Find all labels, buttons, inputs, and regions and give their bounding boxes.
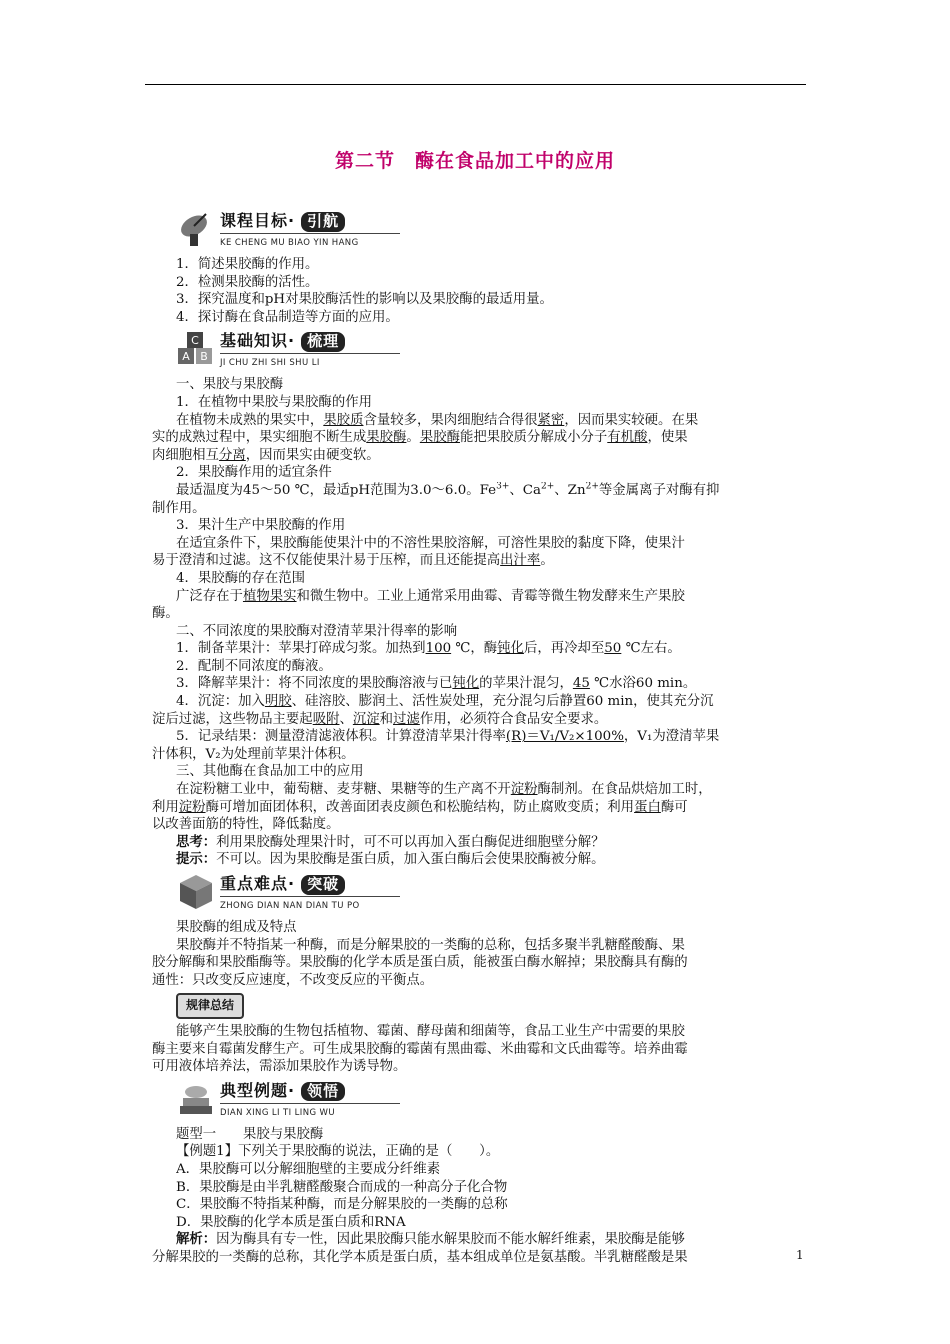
section-heading: 三、其他酶在食品加工中的应用 <box>176 764 364 780</box>
paragraph-line: 3．降解苹果汁：将不同浓度的果胶酶溶液与已钝化的苹果汁混匀，45 ℃水浴60 min。 <box>176 676 697 692</box>
header-rule <box>145 84 806 85</box>
example-question: 【例题1】下列关于果胶酶的说法，正确的是（ ）。 <box>176 1144 500 1160</box>
option-c: C．果胶酶不特指某种酶，而是分解果胶的一类酶的总称 <box>176 1197 508 1213</box>
example-type: 题型一 果胶与果胶酶 <box>176 1126 324 1142</box>
paragraph-line: 可用液体培养法，需添加果胶作为诱导物。 <box>152 1059 407 1075</box>
section-heading: 二、不同浓度的果胶酶对澄清苹果汁得率的影响 <box>176 623 458 639</box>
section-badge-goals: 课程目标· 引航 KE CHENG MU BIAO YIN HANG <box>176 208 808 254</box>
satellite-dish-icon <box>176 210 216 248</box>
paragraph-line: 1．制备苹果汁：苹果打碎成匀浆。加热到100 ℃，酶钝化后，再冷却至50 ℃左右。 <box>176 641 681 657</box>
abc-blocks-icon <box>176 330 216 368</box>
paragraph-line: 能够产生果胶酶的生物包括植物、霉菌、酵母菌和细菌等，食品工业生产中需要的果胶 <box>176 1023 685 1039</box>
page-title: 第二节 酶在食品加工中的应用 <box>334 150 615 172</box>
paragraph-line: 通性：只改变反应速度，不改变反应的平衡点。 <box>152 972 434 988</box>
badge-title: 课程目标 <box>220 211 289 230</box>
paragraph-line: 4．沉淀：加入明胶、硅溶胶、膨润土、活性炭处理，充分混匀后静置60 min，使其充分沉 <box>176 694 714 710</box>
paragraph-line: 在适宜条件下，果胶酶能使果汁中的不溶性果胶溶解，可溶性果胶的黏度下降，使果汁 <box>176 535 685 551</box>
puzzle-cube-icon <box>176 873 216 911</box>
paragraph-line: 利用淀粉酶可增加面团体积，改善面团表皮颜色和松脆结构，防止腐败变质；利用蛋白酶可 <box>152 799 688 815</box>
option-a: A．果胶酶可以分解细胞壁的主要成分纤维素 <box>176 1161 441 1177</box>
paragraph-line: 易于澄清和过滤。这不仅能使果汁易于压榨，而且还能提高出汁率。 <box>152 553 554 569</box>
paragraph-line: 实的成熟过程中，果实细胞不断生成果胶酶。果胶酶能把果胶质分解成小分子有机酸，使果 <box>152 430 688 446</box>
badge-tag: 领悟 <box>301 1082 345 1102</box>
subsection-heading: 4．果胶酶的存在范围 <box>176 570 306 586</box>
page-number: 1 <box>796 1248 804 1262</box>
paragraph-line: 淀后过滤，这些物品主要起吸附、沉淀和过滤作用，必须符合食品安全要求。 <box>152 711 608 727</box>
badge-pinyin: DIAN XING LI TI LING WU <box>220 1107 335 1118</box>
badge-title: 基础知识 <box>220 331 289 351</box>
subsection-heading: 1．在植物中果胶与果胶酶的作用 <box>176 394 372 410</box>
paragraph-line: 在淀粉糖工业中，葡萄糖、麦芽糖、果糖等的生产离不开淀粉酶制剂。在食品烘焙加工时， <box>176 782 712 798</box>
paragraph-line: 肉细胞相互分离，因而果实由硬变软。 <box>152 447 380 463</box>
svg-text:A: A <box>182 350 190 364</box>
paragraph-line: 果胶酶并不特指某一种酶，而是分解果胶的一类酶的总称，包括多聚半乳糖醛酸酶、果 <box>176 937 685 953</box>
paragraph-line: 在植物未成熟的果实中，果胶质含量较多，果肉细胞结合得很紧密，因而果实较硬。在果 <box>176 412 699 428</box>
section-badge-key: 重点难点· 突破 ZHONG DIAN NAN DIAN TU PO <box>176 871 808 917</box>
badge-pinyin: ZHONG DIAN NAN DIAN TU PO <box>220 901 360 911</box>
analysis-line: 分解果胶的一类酶的总称，其化学本质是蛋白质，基本组成单位是氨基酸。半乳糖醛酸是果 <box>152 1249 688 1265</box>
goal-item: 1．简述果胶酶的作用。 <box>176 257 319 272</box>
subsection-heading: 2．果胶酶作用的适宜条件 <box>176 465 332 481</box>
paragraph-line: 2．配制不同浓度的酶液。 <box>176 658 332 674</box>
paragraph-line: 胶分解酶和果胶酯酶等。果胶酶的化学本质是蛋白质，能被蛋白酶水解掉；果胶酶具有酶的 <box>152 955 688 971</box>
paragraph-line: 最适温度为45～50 ℃，最适pH范围为3.0～6.0。$Fe^{3+}$、$Ca^{2+}$、$Zn^{2+}$等金属离子对酶有抑 <box>176 481 720 498</box>
think-question: 思考：利用果胶酶处理果汁时，可不可以再加入蛋白酶促进细胞壁分解？ <box>176 833 605 850</box>
badge-title: 重点难点 <box>220 874 289 893</box>
books-icon <box>176 1080 216 1118</box>
badge-pinyin: KE CHENG MU BIAO YIN HANG <box>220 238 359 248</box>
paragraph-line: 酶主要来自霉菌发酵生产。可生成果胶酶的霉菌有黑曲霉、米曲霉和文氏曲霉等。培养曲霉 <box>152 1041 688 1057</box>
paragraph-line: 制作用。 <box>152 500 206 516</box>
analysis-line: 解析：因为酶具有专一性，因此果胶酶只能水解果胶而不能水解纤维素，果胶酶是能够 <box>176 1231 685 1248</box>
subsection-heading: 3．果汁生产中果胶酶的作用 <box>176 518 346 534</box>
goal-item: 2．检测果胶酶的活性。 <box>176 274 319 290</box>
badge-pinyin: JI CHU ZHI SHI SHU LI <box>220 358 320 369</box>
badge-tag: 梳理 <box>301 332 345 352</box>
section-badge-basics: C A B 基础知识· 梳理 JI CHU ZHI SHI SHU LI <box>176 328 808 374</box>
document-body <box>152 206 808 1267</box>
paragraph-line: 广泛存在于植物果实和微生物中。工业上通常采用曲霉、青霉等微生物发酵来生产果胶 <box>176 588 685 604</box>
section-heading: 果胶酶的组成及特点 <box>176 920 297 935</box>
paragraph-line: 5．记录结果：测量澄清滤液体积。计算澄清苹果汁得率(R)＝V₁/V₂×100%，V₁为澄清苹果 <box>176 729 720 745</box>
option-b: B．果胶酶是由半乳糖醛酸聚合而成的一种高分子化合物 <box>176 1179 508 1195</box>
badge-tag: 突破 <box>301 875 345 895</box>
section-heading: 一、果胶与果胶酶 <box>176 377 284 393</box>
summary-badge: 规律总结 <box>176 993 244 1019</box>
svg-text:B: B <box>200 350 208 364</box>
goal-item: 3．探究温度和pH对果胶酶活性的影响以及果胶酶的最适用量。 <box>176 292 553 308</box>
badge-tag: 引航 <box>301 212 345 232</box>
paragraph-line: 酶。 <box>152 606 179 622</box>
option-d: D．果胶酶的化学本质是蛋白质和RNA <box>176 1214 406 1230</box>
badge-title: 典型例题 <box>220 1080 289 1100</box>
goal-item: 4．探讨酶在食品制造等方面的应用。 <box>176 309 399 325</box>
think-hint: 提示：不可以。因为果胶酶是蛋白质，加入蛋白酶后会使果胶酶被分解。 <box>176 851 605 868</box>
paragraph-line: 汁体积，V₂为处理前苹果汁体积。 <box>152 746 355 762</box>
section-badge-examples: 典型例题· 领悟 DIAN XING LI TI LING WU <box>176 1078 808 1124</box>
svg-text:C: C <box>191 334 199 348</box>
paragraph-line: 以改善面筋的特性，降低黏度。 <box>152 817 340 833</box>
